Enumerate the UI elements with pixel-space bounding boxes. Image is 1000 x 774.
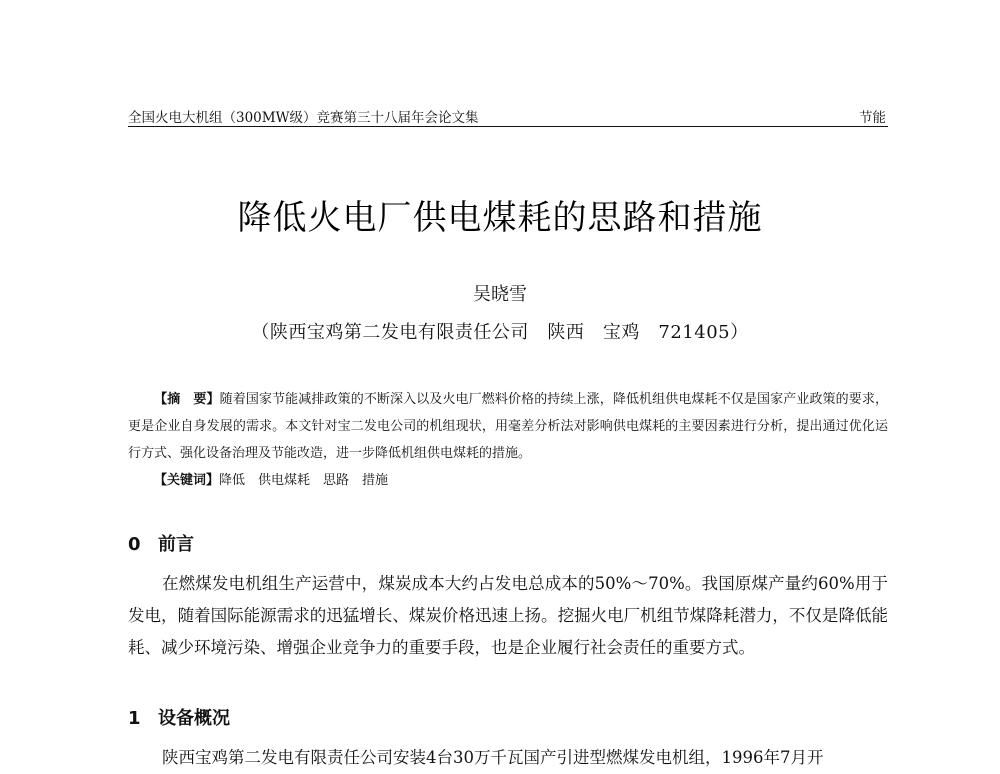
running-header-collection-title: 全国火电大机组（300MW级）竞赛第三十八届年会论文集 bbox=[128, 110, 479, 126]
section-heading-equipment-overview bbox=[128, 704, 230, 730]
running-header-section: 节能 bbox=[859, 110, 886, 126]
author-name: 吴晓雪 bbox=[473, 284, 527, 305]
keywords-label: 【关键词】 bbox=[154, 473, 220, 488]
abstract-paragraph bbox=[128, 386, 888, 467]
section-heading-introduction bbox=[128, 530, 194, 556]
abstract-block bbox=[128, 386, 888, 494]
section-title: 前言 bbox=[158, 534, 194, 555]
paper-title: 降低火电厂供电煤耗的思路和措施 bbox=[237, 198, 763, 238]
author-affiliation: （陕西宝鸡第二发电有限责任公司 陕西 宝鸡 721405） bbox=[251, 322, 749, 343]
section-title: 设备概况 bbox=[158, 708, 230, 729]
section-body-introduction bbox=[128, 568, 888, 664]
running-header bbox=[128, 104, 888, 127]
section-number: 0 bbox=[128, 534, 141, 555]
keywords-text: 降低 供电煤耗 思路 措施 bbox=[219, 473, 389, 488]
section-number: 1 bbox=[128, 708, 141, 729]
abstract-text: 随着国家节能减排政策的不断深入以及火电厂燃料价格的持续上涨，降低机组供电煤耗不仅是国家产业政策的要求，更是企业自身发展的需求。本文针对宝二发电公司的机组现状，用毫差分析法对影响供电煤耗的主要因素进行分析，提出通过优化运行方式、强化设备治理及节能改造，进一步降低机组供电煤耗的措施。 bbox=[128, 392, 888, 461]
body-paragraph: 陕西宝鸡第二发电有限责任公司安装4台30万千瓦国产引进型燃煤发电机组，1996年7月开 bbox=[162, 748, 824, 767]
body-paragraph: 在燃煤发电机组生产运营中，煤炭成本大约占发电总成本的50%～70%。我国原煤产量约60%用于发电，随着国际能源需求的迅猛增长、煤炭价格迅速上扬。挖掘火电厂机组节煤降耗潜力，不仅是降低能耗、减少环境污染、增强企业竞争力的重要手段，也是企业履行社会责任的重要方式。 bbox=[128, 574, 888, 657]
abstract-label: 【摘 要】 bbox=[154, 392, 220, 407]
section-body-equipment-overview bbox=[128, 742, 888, 774]
keywords-paragraph bbox=[128, 467, 888, 494]
